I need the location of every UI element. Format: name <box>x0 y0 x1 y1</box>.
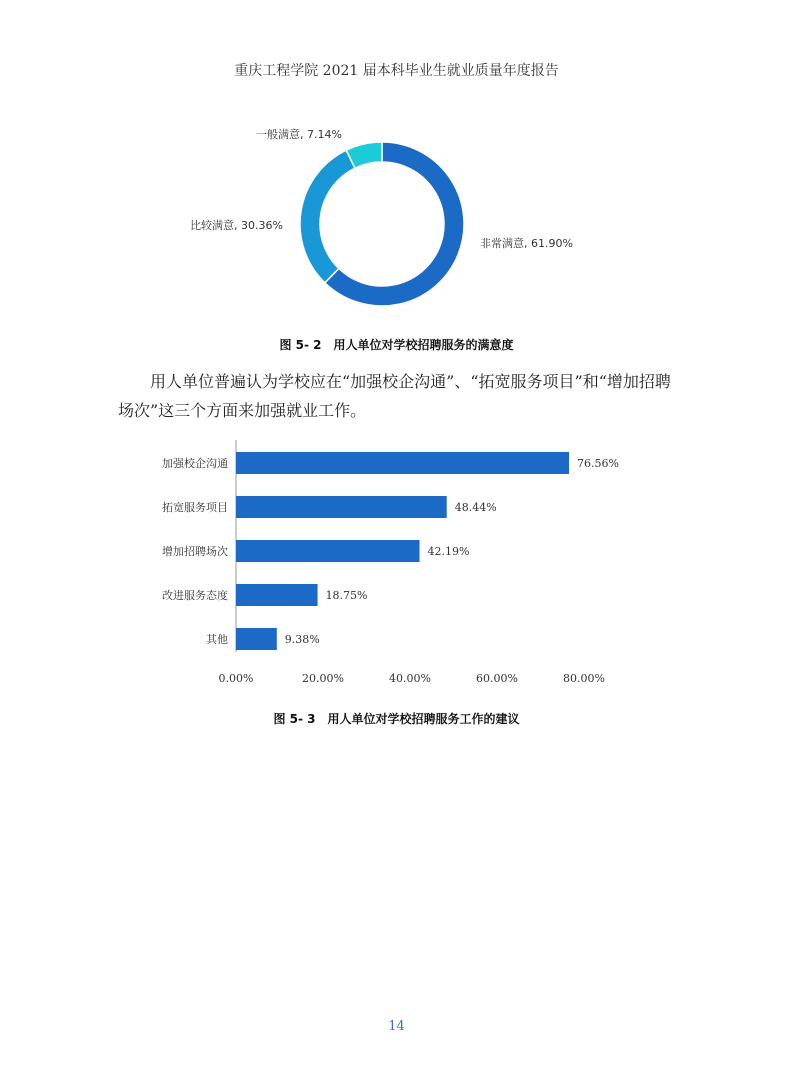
category-label: 增加招聘场次 <box>162 545 228 558</box>
bar <box>236 540 420 562</box>
category-labels <box>162 456 228 646</box>
x-axis-ticks <box>219 672 605 685</box>
category-label: 加强校企沟通 <box>162 457 228 470</box>
page-header: 重庆工程学院 2021 届本科毕业生就业质量年度报告 <box>234 63 559 79</box>
satisfaction-donut-chart <box>180 115 620 330</box>
donut-label-very-satisfied: 非常满意, 61.90% <box>480 237 573 250</box>
category-label: 拓宽服务项目 <box>162 501 228 514</box>
category-label: 改进服务态度 <box>162 589 228 602</box>
bar <box>236 628 277 650</box>
x-tick-label: 20.00% <box>302 672 344 685</box>
bar-value-label: 42.19% <box>427 545 470 558</box>
bar-value-label: 18.75% <box>325 589 368 602</box>
donut-label-average: 一般满意, 7.14% <box>256 128 342 141</box>
x-tick-label: 60.00% <box>476 672 518 685</box>
donut-label-satisfied: 比较满意, 30.36% <box>190 219 283 232</box>
donut-slices <box>300 142 464 306</box>
bar <box>236 496 447 518</box>
bar-value-label: 76.56% <box>577 457 619 470</box>
figure-caption-2: 图 5- 3 用人单位对学校招聘服务工作的建议 <box>273 712 520 726</box>
suggestions-bar-chart <box>140 440 620 690</box>
bars <box>236 452 569 650</box>
x-tick-label: 40.00% <box>389 672 431 685</box>
bar-value-label: 48.44% <box>454 501 497 514</box>
bar <box>236 584 318 606</box>
body-paragraph: 用人单位普遍认为学校应在“加强校企沟通”、“拓宽服务项目”和“增加招聘场次”这三个方面来加强就业工作。 <box>118 372 671 420</box>
category-label: 其他 <box>206 633 228 646</box>
donut-slice-satisfied <box>300 150 355 283</box>
bar <box>236 452 569 474</box>
page-number: 14 <box>388 1019 405 1034</box>
x-tick-label: 0.00% <box>218 672 254 685</box>
figure-caption-1: 图 5- 2 用人单位对学校招聘服务的满意度 <box>279 338 514 352</box>
bar-value-label: 9.38% <box>284 633 320 646</box>
x-tick-label: 80.00% <box>563 672 605 685</box>
